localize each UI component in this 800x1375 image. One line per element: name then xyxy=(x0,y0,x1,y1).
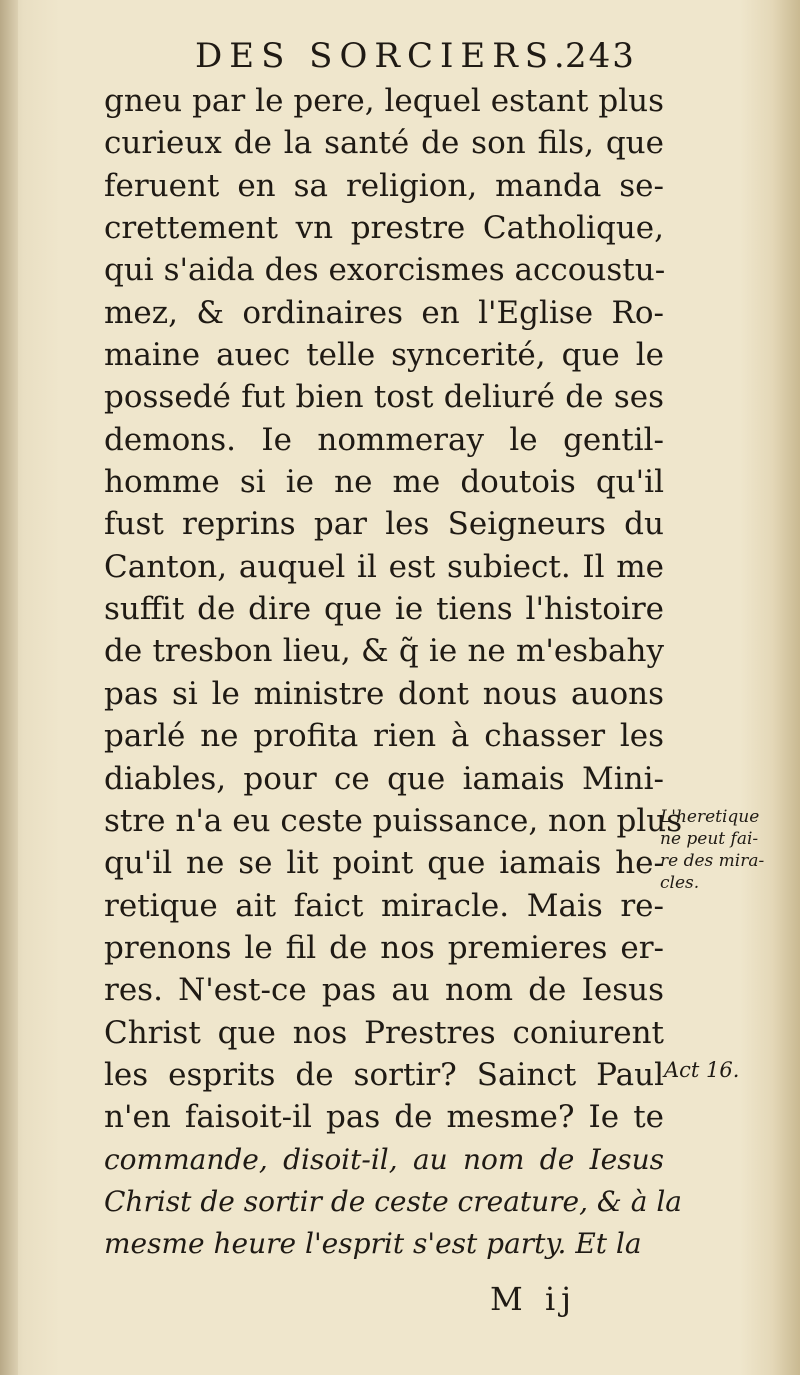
margin-note-line: cles. xyxy=(660,873,700,893)
text-line: homme si ie ne me doutois qu'il xyxy=(104,464,664,501)
page-gutter xyxy=(0,0,18,1375)
text-line: Christ de sortir de ceste creature, & à la xyxy=(104,1184,682,1218)
text-line: stre n'a eu ceste puissance, non plus xyxy=(104,802,683,839)
text-line: possedé fut bien tost deliuré de ses xyxy=(104,379,664,416)
running-title: DES SORCIERS. xyxy=(195,36,572,76)
text-line: maine auec telle syncerité, que le xyxy=(104,337,664,374)
margin-note xyxy=(660,806,790,894)
margin-note-line: re des mira- xyxy=(660,851,765,871)
text-line: de tresbon lieu, & q̃ ie ne m'esbahy xyxy=(104,633,664,670)
margin-note-line: ne peut fai- xyxy=(660,829,759,849)
margin-reference: Act 16. xyxy=(664,1058,740,1082)
text-line: mesme heure l'esprit s'est party. Et la xyxy=(104,1227,642,1261)
text-line: Christ que nos Prestres coniurent xyxy=(104,1014,664,1051)
page-number: 243 xyxy=(565,36,636,76)
text-line: curieux de la santé de son fils, que xyxy=(104,125,664,162)
text-line: suffit de dire que ie tiens l'histoire xyxy=(104,591,664,628)
text-line: gneu par le pere, lequel estant plus xyxy=(104,83,664,119)
text-line: qui s'aida des exorcismes accoustu- xyxy=(104,252,666,289)
text-line: pas si le ministre dont nous auons xyxy=(104,675,664,712)
text-line: fust reprins par les Seigneurs du xyxy=(104,506,664,543)
running-header xyxy=(195,36,636,86)
text-line: diables, pour ce que iamais Mini- xyxy=(104,760,664,797)
text-line: retique ait faict miracle. Mais re- xyxy=(104,887,664,924)
text-line: Canton, auquel il est subiect. Il me xyxy=(104,548,664,585)
text-line: les esprits de sortir? Sainct Paul xyxy=(104,1056,664,1093)
text-line: demons. Ie nommeray le gentil- xyxy=(104,421,664,458)
text-line: parlé ne profita rien à chasser les xyxy=(104,718,664,755)
text-line: commande, disoit-il, au nom de Iesus xyxy=(104,1142,664,1176)
text-line: res. N'est-ce pas au nom de Iesus xyxy=(104,972,664,1009)
signature-mark: M ij xyxy=(490,1280,578,1318)
text-line: qu'il ne se lit point que iamais he- xyxy=(104,845,664,882)
margin-note-line: L'heretique xyxy=(660,807,760,827)
text-line: feruent en sa religion, manda se- xyxy=(104,167,664,204)
text-line: mez, & ordinaires en l'Eglise Ro- xyxy=(104,294,664,331)
text-line: prenons le fil de nos premieres er- xyxy=(104,929,664,966)
text-line: crettement vn prestre Catholique, xyxy=(104,210,664,247)
text-line: n'en faisoit-il pas de mesme? Ie te xyxy=(104,1099,664,1136)
